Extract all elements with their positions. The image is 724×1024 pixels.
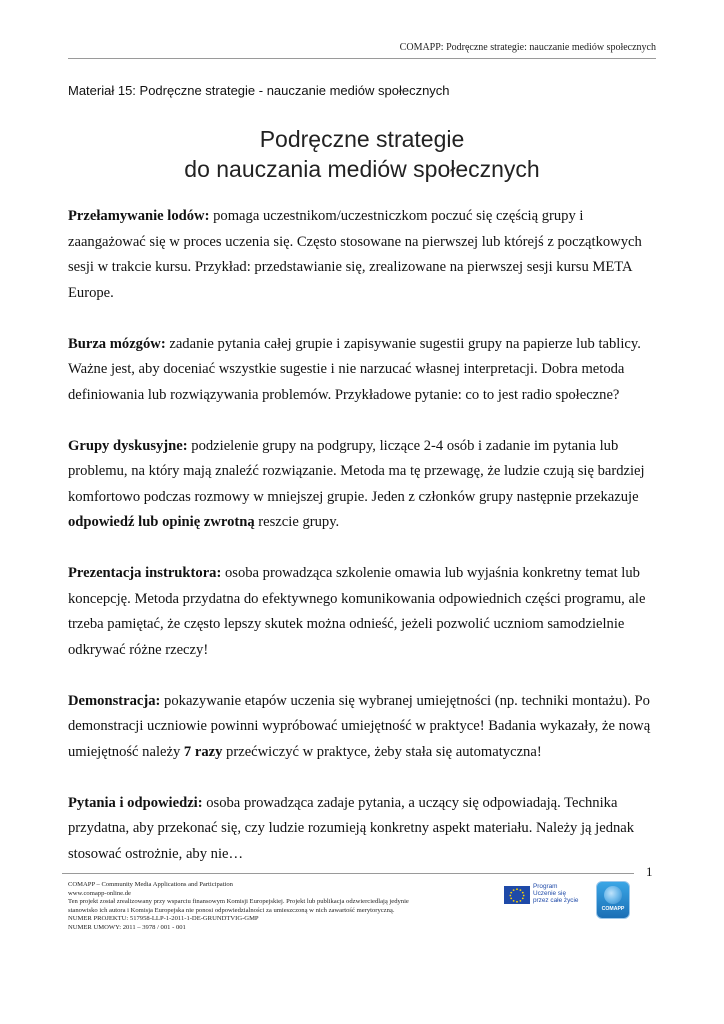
section-text: podzielenie grupy na podgrupy, liczące 2-4 osób i zadanie im pytania lub problemu, na który mają znaleźć rozwiązanie. Metoda ma tę przewagę, że ludzie czują się bardziej komfortowo podczas rozmowy w mniejszej grupie. Jeden z członków grupy następnie przekazuje <box>68 437 645 505</box>
section-text: pomaga uczestnikom/uczestniczkom poczuć się częścią grupy i zaangażować się w proces uczenia się. Często stosowane na pierwszej lub którejś z początkowych sesji w trakcie kursu. Przykład: przedstawianie się, zrealizowane na pierwszej sesji kursu META Europe. <box>68 208 642 301</box>
section-text-end: przećwiczyć w praktyce, żeby stała się automatyczna! <box>222 743 542 760</box>
eu-logo-line-3: przez całe życie <box>533 896 579 904</box>
section-demonstration <box>68 689 656 766</box>
section-text: osoba prowadząca zadaje pytania, a uczący się odpowiadają. Technika przydatna, aby przekonać się, czy ludzie rozumieją konkretny aspekt materiału. Należy ją jednak stosować ostrożnie, aby nie… <box>68 794 635 862</box>
footer-line-3: Ten projekt został zrealizowany przy wsparciu finansowym Komisji Europejskiej. Projekt lub publikacja odzwierciedlają jedynie <box>68 898 409 906</box>
footer-text <box>68 881 468 933</box>
section-icebreakers <box>68 204 656 306</box>
running-header: COMAPP: Podręczne strategie: nauczanie mediów społecznych <box>68 42 656 59</box>
comapp-logo-text: COMAPP <box>601 906 625 912</box>
footer-line-1: COMAPP – Community Media Applications and Participation <box>68 881 233 888</box>
eu-flag-icon <box>504 886 530 904</box>
document-title-line-2: do nauczania mediów społecznych <box>184 156 540 182</box>
footer-line-4: stanowisko ich autora i Komisja Europejska nie ponosi odpowiedzialności za umieszczoną w nich zawartość merytoryczną. <box>68 906 395 914</box>
section-questions-answers <box>68 791 656 868</box>
document-title <box>0 124 724 184</box>
section-brainstorming <box>68 332 656 409</box>
eu-logo-text <box>533 884 587 904</box>
section-term: Przełamywanie lodów: <box>68 208 210 224</box>
eu-logo-line-1: Program <box>533 883 558 890</box>
document-title-line-1: Podręczne strategie <box>259 126 465 152</box>
footer-website-link[interactable]: www.comapp-online.de <box>68 889 131 897</box>
section-text: pokazywanie etapów uczenia się wybranej umiejętności (np. techniki montażu). Po demonstracji uczniowie powinni wypróbować umiejętność w praktyce! Badania wykazały, że nową umiejętność należy <box>68 692 651 760</box>
section-text: osoba prowadząca szkolenie omawia lub wyjaśnia konkretny temat lub koncepcję. Metoda przydatna do efektywnego komunikowania odpowiednich części programu, ale trzeba pamiętać, że często lepszy skutek można odnieść, jeżeli pozwolić uczniom samodzielnie odkrywać różne rzeczy! <box>68 565 646 658</box>
section-emphasis: odpowiedź lub opinię zwrotną <box>68 514 255 530</box>
footer-contract-number: NUMER UMOWY: 2011 – 3978 / 001 - 001 <box>68 923 186 931</box>
section-term: Prezentacja instruktora: <box>68 565 222 581</box>
section-term: Pytania i odpowiedzi: <box>68 794 203 811</box>
comapp-logo <box>596 881 630 919</box>
section-instructor-presentation <box>68 561 656 663</box>
eu-lifelong-learning-logo <box>504 884 586 908</box>
section-emphasis: 7 razy <box>183 743 223 760</box>
section-term: Demonstracja: <box>68 692 161 709</box>
section-discussion-groups <box>68 434 656 536</box>
page-number: 1 <box>646 864 653 879</box>
footer-project-number: NUMER PROJEKTU: 517958-LLP-1-2011-1-DE-GRUNDTVIG-GMP <box>68 915 259 923</box>
document-body <box>68 204 656 893</box>
eu-stars-icon <box>504 886 530 904</box>
material-label: Materiał 15: Podręczne strategie - nauczanie mediów społecznych <box>68 83 450 98</box>
section-text-end: reszcie grupy. <box>254 514 340 530</box>
section-term: Grupy dyskusyjne: <box>68 437 188 454</box>
section-term: Burza mózgów: <box>68 335 166 352</box>
globe-icon <box>604 886 622 904</box>
section-text: zadanie pytania całej grupie i zapisywanie sugestii grupy na papierze lub tablicy. Ważne jest, aby doceniać wszystkie sugestie i nie narzucać własnej interpretacji. Dobra metoda definiowania lub rozwiązywania problemów. Przykładowe pytanie: co to jest radio społeczne? <box>68 335 641 403</box>
footer-divider <box>62 873 634 874</box>
eu-logo-line-2: Uczenie się <box>533 889 567 897</box>
